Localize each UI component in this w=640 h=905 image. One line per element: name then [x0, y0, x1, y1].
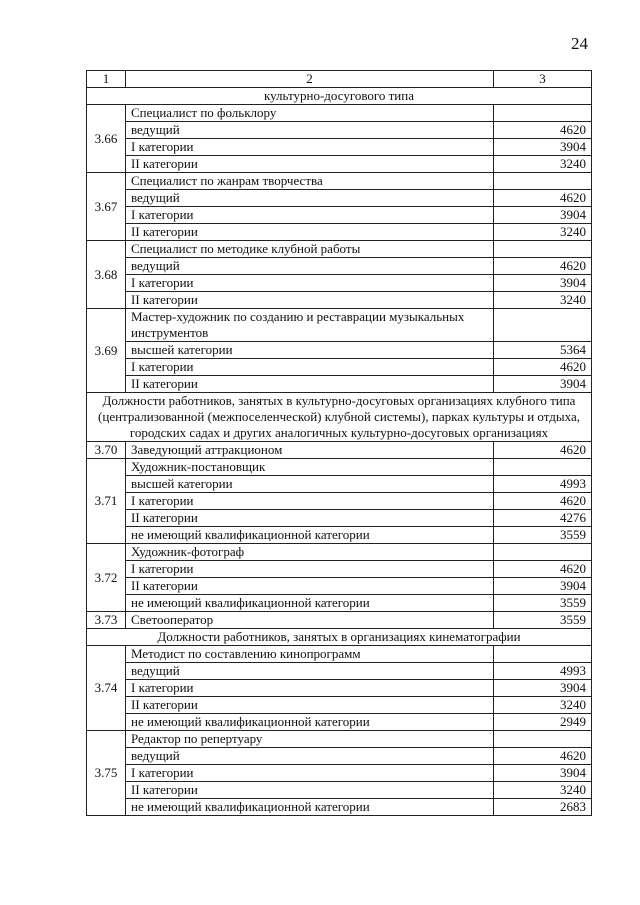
- table-row: [87, 595, 592, 612]
- salary-value: 4993: [494, 663, 592, 680]
- table-row: [87, 275, 592, 292]
- category-label: не имеющий квалификационной категории: [126, 595, 494, 612]
- section-heading: Должности работников, занятых в культурно-досуговых организациях клубного типа (централизованной (межпоселенческой) клубной системы), парках культуры и отдыха, городских садах и других аналогичных культурно-досуговых организациях: [87, 393, 592, 442]
- position-number: 3.75: [87, 731, 126, 816]
- category-label: I категории: [126, 561, 494, 578]
- salary-value: 3559: [494, 527, 592, 544]
- salary-value: 4620: [494, 190, 592, 207]
- salary-value: 5364: [494, 342, 592, 359]
- table-row: [87, 156, 592, 173]
- salary-value: 4620: [494, 359, 592, 376]
- salary-value: 3559: [494, 595, 592, 612]
- category-label: II категории: [126, 224, 494, 241]
- empty-value-cell: [494, 241, 592, 258]
- position-title: Специалист по методике клубной работы: [126, 241, 494, 258]
- table-row: [87, 510, 592, 527]
- header-cell-1: 1: [87, 71, 126, 88]
- category-label: II категории: [126, 376, 494, 393]
- position-number: 3.66: [87, 105, 126, 173]
- salary-value: 4620: [494, 442, 592, 459]
- salary-value: 2683: [494, 799, 592, 816]
- table-row: [87, 359, 592, 376]
- salary-value: 3904: [494, 207, 592, 224]
- section-row: [87, 88, 592, 105]
- position-number: 3.73: [87, 612, 126, 629]
- category-label: II категории: [126, 156, 494, 173]
- table-row: [87, 292, 592, 309]
- group-title-row: [87, 459, 592, 476]
- position-title: Специалист по жанрам творчества: [126, 173, 494, 190]
- empty-value-cell: [494, 105, 592, 122]
- position-number: 3.71: [87, 459, 126, 544]
- category-label: I категории: [126, 680, 494, 697]
- salary-value: 3904: [494, 578, 592, 595]
- header-cell-3: 3: [494, 71, 592, 88]
- category-label: высшей категории: [126, 342, 494, 359]
- group-title-row: [87, 309, 592, 342]
- category-label: II категории: [126, 292, 494, 309]
- category-label: I категории: [126, 275, 494, 292]
- empty-value-cell: [494, 459, 592, 476]
- section-row: [87, 629, 592, 646]
- table-row: [87, 139, 592, 156]
- table-row: [87, 376, 592, 393]
- position-number: 3.67: [87, 173, 126, 241]
- salary-value: 3904: [494, 139, 592, 156]
- category-label: I категории: [126, 493, 494, 510]
- salary-value: 4620: [494, 748, 592, 765]
- table-row: [87, 527, 592, 544]
- category-label: I категории: [126, 359, 494, 376]
- category-label: I категории: [126, 207, 494, 224]
- table-row: [87, 342, 592, 359]
- position-title: Художник-постановщик: [126, 459, 494, 476]
- group-title-row: [87, 241, 592, 258]
- table-row: [87, 697, 592, 714]
- position-number: 3.68: [87, 241, 126, 309]
- category-label: не имеющий квалификационной категории: [126, 527, 494, 544]
- group-title-row: [87, 105, 592, 122]
- table-row: [87, 663, 592, 680]
- header-cell-2: 2: [126, 71, 494, 88]
- table-row: [87, 207, 592, 224]
- table-row: [87, 224, 592, 241]
- table-row: [87, 799, 592, 816]
- category-label: не имеющий квалификационной категории: [126, 714, 494, 731]
- salary-value: 3904: [494, 275, 592, 292]
- category-label: ведущий: [126, 122, 494, 139]
- category-label: II категории: [126, 578, 494, 595]
- table-row: [87, 122, 592, 139]
- salary-value: 4620: [494, 561, 592, 578]
- category-label: ведущий: [126, 190, 494, 207]
- table-row: [87, 578, 592, 595]
- salary-value: 3240: [494, 156, 592, 173]
- position-number: 3.69: [87, 309, 126, 393]
- salary-value: 3240: [494, 224, 592, 241]
- salary-value: 3904: [494, 376, 592, 393]
- category-label: ведущий: [126, 258, 494, 275]
- empty-value-cell: [494, 173, 592, 190]
- salary-value: 2949: [494, 714, 592, 731]
- salary-value: 4620: [494, 493, 592, 510]
- position-number: 3.74: [87, 646, 126, 731]
- position-title: Методист по составлению кинопрограмм: [126, 646, 494, 663]
- group-title-row: [87, 646, 592, 663]
- table-body: [87, 71, 592, 816]
- page-number: 24: [571, 34, 588, 53]
- section-heading: Должности работников, занятых в организациях кинематографии: [87, 629, 592, 646]
- category-label: II категории: [126, 510, 494, 527]
- position-number: 3.70: [87, 442, 126, 459]
- category-label: не имеющий квалификационной категории: [126, 799, 494, 816]
- salary-value: 3240: [494, 697, 592, 714]
- category-label: ведущий: [126, 748, 494, 765]
- category-label: I категории: [126, 139, 494, 156]
- table-row: [87, 612, 592, 629]
- group-title-row: [87, 173, 592, 190]
- empty-value-cell: [494, 544, 592, 561]
- table-row: [87, 714, 592, 731]
- category-label: I категории: [126, 765, 494, 782]
- salary-value: 3559: [494, 612, 592, 629]
- salary-value: 4620: [494, 122, 592, 139]
- category-label: II категории: [126, 697, 494, 714]
- category-label: высшей категории: [126, 476, 494, 493]
- group-title-row: [87, 731, 592, 748]
- section-row: [87, 393, 592, 442]
- empty-value-cell: [494, 731, 592, 748]
- table-row: [87, 561, 592, 578]
- table-row: [87, 476, 592, 493]
- table-row: [87, 258, 592, 275]
- salary-value: 4993: [494, 476, 592, 493]
- salary-value: 3240: [494, 782, 592, 799]
- salary-table: [86, 70, 592, 816]
- position-title: Редактор по репертуару: [126, 731, 494, 748]
- table-row: [87, 748, 592, 765]
- table-row: [87, 782, 592, 799]
- salary-value: 3904: [494, 680, 592, 697]
- table-row: [87, 680, 592, 697]
- salary-value: 4276: [494, 510, 592, 527]
- section-heading: культурно-досугового типа: [87, 88, 592, 105]
- category-label: II категории: [126, 782, 494, 799]
- position-title: Заведующий аттракционом: [126, 442, 494, 459]
- table-row: [87, 493, 592, 510]
- empty-value-cell: [494, 309, 592, 342]
- table-row: [87, 442, 592, 459]
- position-title: Художник-фотограф: [126, 544, 494, 561]
- position-number: 3.72: [87, 544, 126, 612]
- header-row: [87, 71, 592, 88]
- position-title: Специалист по фольклору: [126, 105, 494, 122]
- position-title: Светооператор: [126, 612, 494, 629]
- salary-value: 4620: [494, 258, 592, 275]
- salary-value: 3904: [494, 765, 592, 782]
- category-label: ведущий: [126, 663, 494, 680]
- salary-value: 3240: [494, 292, 592, 309]
- group-title-row: [87, 544, 592, 561]
- table-row: [87, 190, 592, 207]
- table-row: [87, 765, 592, 782]
- empty-value-cell: [494, 646, 592, 663]
- position-title: Мастер-художник по созданию и реставрации музыкальных инструментов: [126, 309, 494, 342]
